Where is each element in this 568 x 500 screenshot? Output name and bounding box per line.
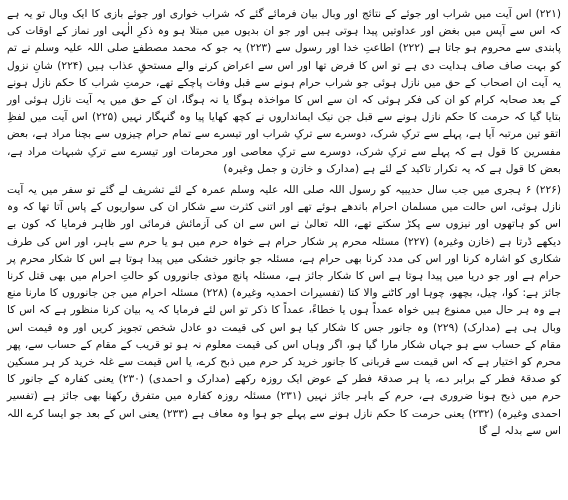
paragraph-1: (۲۲۱) اس آیت میں شراب اور جوئے کے نتائج اور وبال بیان فرمائے گئے کہ شراب خواری اور جوئے بازی کا ایک وبال تو یہ ہے کہ اس سے آپس میں بغض اور عداوتیں پیدا ہوتی ہیں اور جو ان بدیوں میں مبتلا ہو وہ ذکرِ الٰہی اور نماز کے اوقات کی پابندی سے محروم ہو جاتا ہے (۲۲۲) اطاعتِ خدا اور رسول سے (۲۲۳) یہ جو کہ محمد مصطفےٰ صلی اللہ علیہ وسلم نے تم کو بہت صاف صاف ہدایت دی ہے تو اس کا فرض تھا اور اس سے اعراض کرنے والے مستحقِ عذاب ہیں (۲۲۴) شانِ نزول یہ آیت ان اصحاب کے حق میں نازل ہوئی جو شراب حرام ہونے سے قبل وفات پاچکے تھے، حرمتِ شراب کا حکم نازل ہونے کے بعد صحابہ کرام کو ان کی فکر ہوئی کہ ان سے اس کا مواخذہ ہوگا یا نہ ہوگا، ان کے حق میں یہ آیت نازل ہوئی اور بتایا گیا کہ حرمت کا حکم نازل ہونے سے قبل جن نیک ایمانداروں نے کچھ کھایا پیا وہ گنہگار نہیں (۲۲۵) اس آیت میں لفظِ اتقو تین مرتبہ آیا ہے، پہلے سے ترکِ شرک، دوسرے سے ترکِ شراب اور تیسرے سے تمام حرام چیزوں سے بچنا مراد ہے، بعض مفسرین کا قول ہے کہ پہلے سے ترکِ شرک، دوسرے سے ترکِ معاصی اور محرمات اور تیسرے سے ترکِ شبہات مراد ہے، بعض کا قول ہے کہ یہ تکرار تاکید کے لئے ہے (مدارک و خازن و جمل وغیرہ) [7, 8, 561, 175]
paragraph-2: (۲۲۶) ۶ ہجری میں جب سال حدیبیہ کو رسول اللہ صلی اللہ علیہ وسلم عمرہ کے لئے تشریف لے گئے تو سفر میں یہ آیت نازل ہوئی، اس حالت میں مسلمان احرام باندھے ہوئے تھے اور اتنی کثرت سے شکار ان کی سواریوں کے پاس آتا تھا کہ وہ اس کو ہاتھوں اور نیزوں سے پکڑ سکتے تھے، اللہ تعالیٰ نے اس سے ان کی آزمائش فرمائی اور ظاہر فرمایا کہ کون بے دیکھے ڈرتا ہے (خازن وغیرہ) (۲۲۷) مسئلہ محرم پر شکار حرام ہے خواہ حرم میں ہو یا حرم سے باہر، اور اس کی طرف شکاری کو اشارہ کرنا اور اس کی مدد کرنا بھی حرام ہے، مسئلہ جو جانور خشکی میں پیدا ہوتا ہے اس کا شکار محرم پر حرام ہے اور جو دریا میں پیدا ہوتا ہے اس کا شکار جائز ہے، مسئلہ پانچ موذی جانوروں کو حالتِ احرام میں بھی قتل کرنا جائز ہے: کوا، چیل، بچھو، چوہا اور کاٹنے والا کتا (تفسیرات احمدیہ وغیرہ) (۲۲۸) مسئلہ احرام میں جن جانوروں کا مارنا منع ہے وہ ہر حال میں ممنوع ہیں خواہ عمداً ہوں یا خطاءً، عمداً کا ذکر تو اس لئے فرمایا کہ یہ بیان کرنا منظور ہے کہ اس کا وبال ہی ہے (مدارک) (۲۲۹) وہ جانور جس کا شکار کیا ہو اس کی قیمت دو عادل شخص تجویز کریں اور وہ قیمت اس مقام کے حساب سے ہو جہاں شکار مارا گیا ہو، اگر وہاں اس کی قیمت معلوم نہ ہو تو قریب کے مقام کے حساب سے، پھر محرم کو اختیار ہے کہ اس قیمت سے قربانی کا جانور خرید کر حرم میں ذبح کرے، یا اس قیمت سے غلہ خرید کر ہر مسکین کو صدقۂ فطر کے برابر دے، یا ہر صدقۂ فطر کے عوض ایک روزہ رکھے (مدارک و احمدی) (۲۳۰) یعنی کفارہ کے جانور کا حرم میں ذبح ہونا ضروری ہے، حرم کے باہر جائز نہیں (۲۳۱) مسئلہ روزہ کفارہ میں متفرق رکھنا بھی جائز ہے (تفسیر احمدی وغیرہ) (۲۳۲) یعنی حرمت کا حکم نازل ہونے سے پہلے جو ہوا وہ معاف ہے (۲۳۳) یعنی اس کے بعد جو ایسا کرے اللہ اس سے بدلہ لے گا [7, 184, 562, 437]
